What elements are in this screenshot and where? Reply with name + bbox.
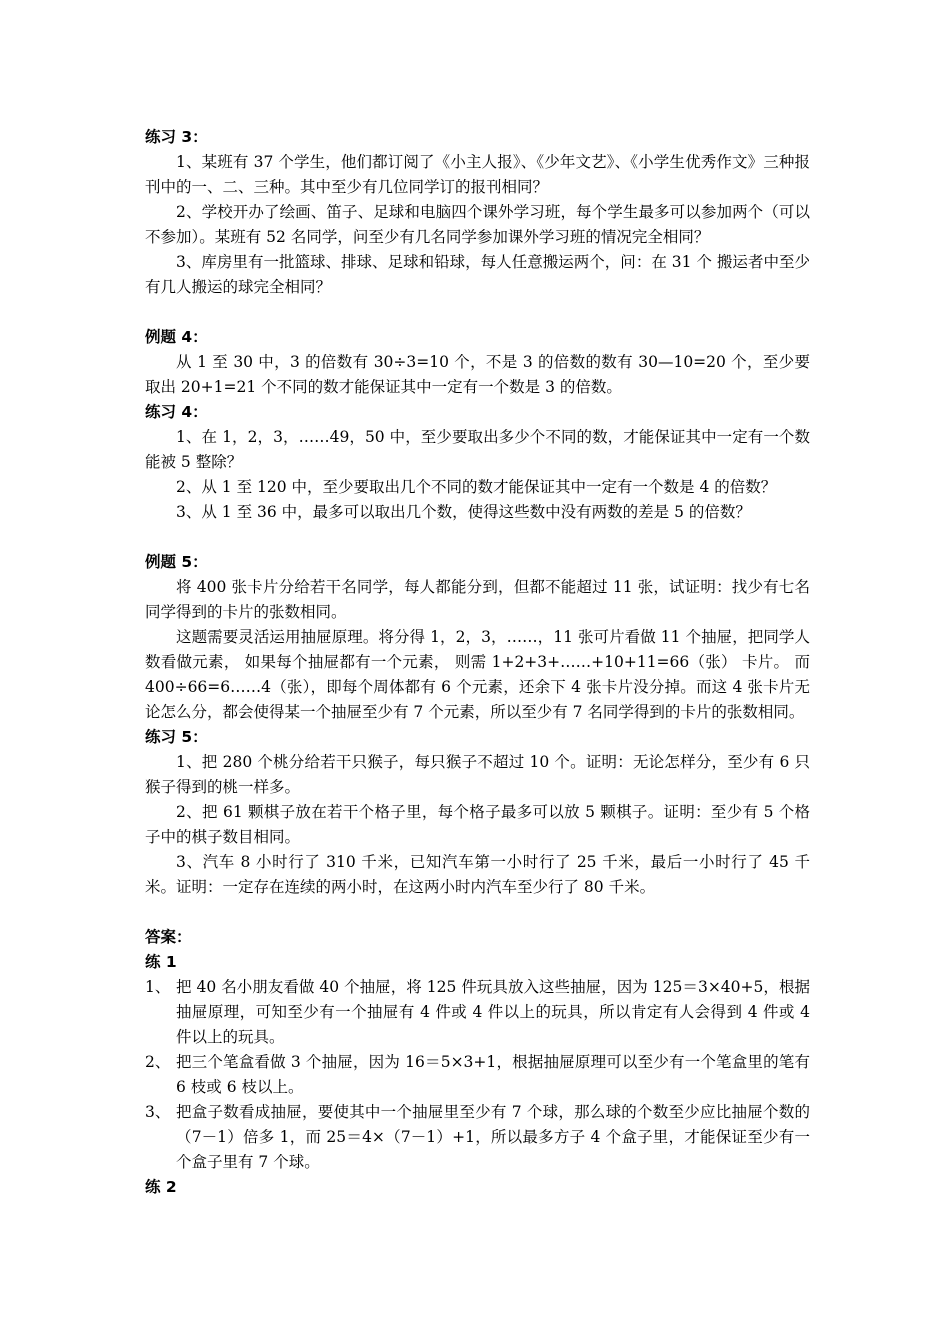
answer-text: 把 40 名小朋友看做 40 个抽屉，将 125 件玩具放入这些抽屉，因为 125＝3×40+5，根据抽屉原理，可知至少有一个抽屉有 4 件或 4 件以上的玩具，所以肯定有人会得到 4 件或 4 件以上的玩具。 bbox=[176, 978, 810, 1046]
answer-item bbox=[145, 1050, 810, 1100]
answer-item bbox=[145, 975, 810, 1050]
answers-practice-2-heading: 练 2 bbox=[145, 1178, 177, 1196]
practice-3-item-3: 3、库房里有一批篮球、排球、足球和铅球，每人任意搬运两个，问：在 31 个 搬运者中至少有几人搬运的球完全相同？ bbox=[145, 253, 810, 296]
practice-3-item-2: 2、学校开办了绘画、笛子、足球和电脑四个课外学习班，每个学生最多可以参加两个（可以不参加）。某班有 52 名同学，问至少有几名同学参加课外学习班的情况完全相同？ bbox=[145, 203, 810, 246]
example-5-solution: 这题需要灵活运用抽屉原理。将分得 1，2，3，……，11 张可片看做 11 个抽屉，把同学人数看做元素， 如果每个抽屉都有一个元素， 则需 1+2+3+……+10+11=66（张） 卡片。 而 400÷66=6……4（张），即每个周体都有 6 个元素，还余下 4 张卡片没分掉。而这 4 张卡片无论怎么分，都会使得某一个抽屉至少有 7 个元素，所以至少有 7 名同学得到的卡片的张数相同。 bbox=[145, 628, 810, 721]
practice-4-item-3: 3、从 1 至 36 中，最多可以取出几个数，使得这些数中没有两数的差是 5 的倍数？ bbox=[176, 503, 751, 521]
answer-number: 2、 bbox=[145, 1053, 171, 1071]
practice-5-item-3: 3、汽车 8 小时行了 310 千米，已知汽车第一小时行了 25 千米，最后一小时行了 45 千米。证明：一定存在连续的两小时，在这两小时内汽车至少行了 80 千米。 bbox=[145, 853, 810, 896]
example-4-text: 从 1 至 30 中，3 的倍数有 30÷3=10 个，不是 3 的倍数的数有 30—10=20 个，至少要取出 20+1=21 个不同的数才能保证其中一定有一个数是 3 的倍数。 bbox=[145, 353, 810, 396]
document-body bbox=[145, 125, 810, 1200]
answer-text: 把盒子数看成抽屉，要使其中一个抽屉里至少有 7 个球，那么球的个数至少应比抽屉个数的（7－1）倍多 1，而 25＝4×（7－1）+1，所以最多方子 4 个盒子里，才能保证至少有一个盒子里有 7 个球。 bbox=[176, 1103, 810, 1171]
example-5-problem: 将 400 张卡片分给若干名同学，每人都能分到，但都不能超过 11 张，试证明：找少有七名同学得到的卡片的张数相同。 bbox=[145, 578, 810, 621]
practice-3-heading: 练习 3： bbox=[145, 128, 208, 146]
spacer bbox=[145, 300, 810, 325]
answer-number: 1、 bbox=[145, 978, 171, 996]
spacer bbox=[145, 525, 810, 550]
example-5-heading: 例题 5： bbox=[145, 553, 208, 571]
answer-item bbox=[145, 1100, 810, 1175]
practice-4-item-2: 2、从 1 至 120 中，至少要取出几个不同的数才能保证其中一定有一个数是 4 的倍数？ bbox=[176, 478, 777, 496]
practice-5-heading: 练习 5： bbox=[145, 728, 208, 746]
answers-heading: 答案： bbox=[145, 928, 192, 946]
practice-5-item-1: 1、把 280 个桃分给若干只猴子，每只猴子不超过 10 个。证明：无论怎样分，至少有 6 只猴子得到的桃一样多。 bbox=[145, 753, 810, 796]
practice-5-item-2: 2、把 61 颗棋子放在若干个格子里，每个格子最多可以放 5 颗棋子。证明：至少有 5 个格子中的棋子数目相同。 bbox=[145, 803, 810, 846]
practice-3-item-1: 1、某班有 37 个学生，他们都订阅了《小主人报》、《少年文艺》、《小学生优秀作文》三种报刊中的一、二、三种。其中至少有几位同学订的报刊相同？ bbox=[145, 153, 810, 196]
practice-4-heading: 练习 4： bbox=[145, 403, 208, 421]
practice-4-item-1: 1、在 1，2，3，……49，50 中，至少要取出多少个不同的数，才能保证其中一定有一个数能被 5 整除？ bbox=[145, 428, 810, 471]
answers-practice-1-heading: 练 1 bbox=[145, 953, 177, 971]
example-4-heading: 例题 4： bbox=[145, 328, 208, 346]
answer-text: 把三个笔盒看做 3 个抽屉，因为 16＝5×3+1，根据抽屉原理可以至少有一个笔盒里的笔有 6 枝或 6 枝以上。 bbox=[176, 1053, 810, 1096]
answer-number: 3、 bbox=[145, 1103, 171, 1121]
spacer bbox=[145, 900, 810, 925]
